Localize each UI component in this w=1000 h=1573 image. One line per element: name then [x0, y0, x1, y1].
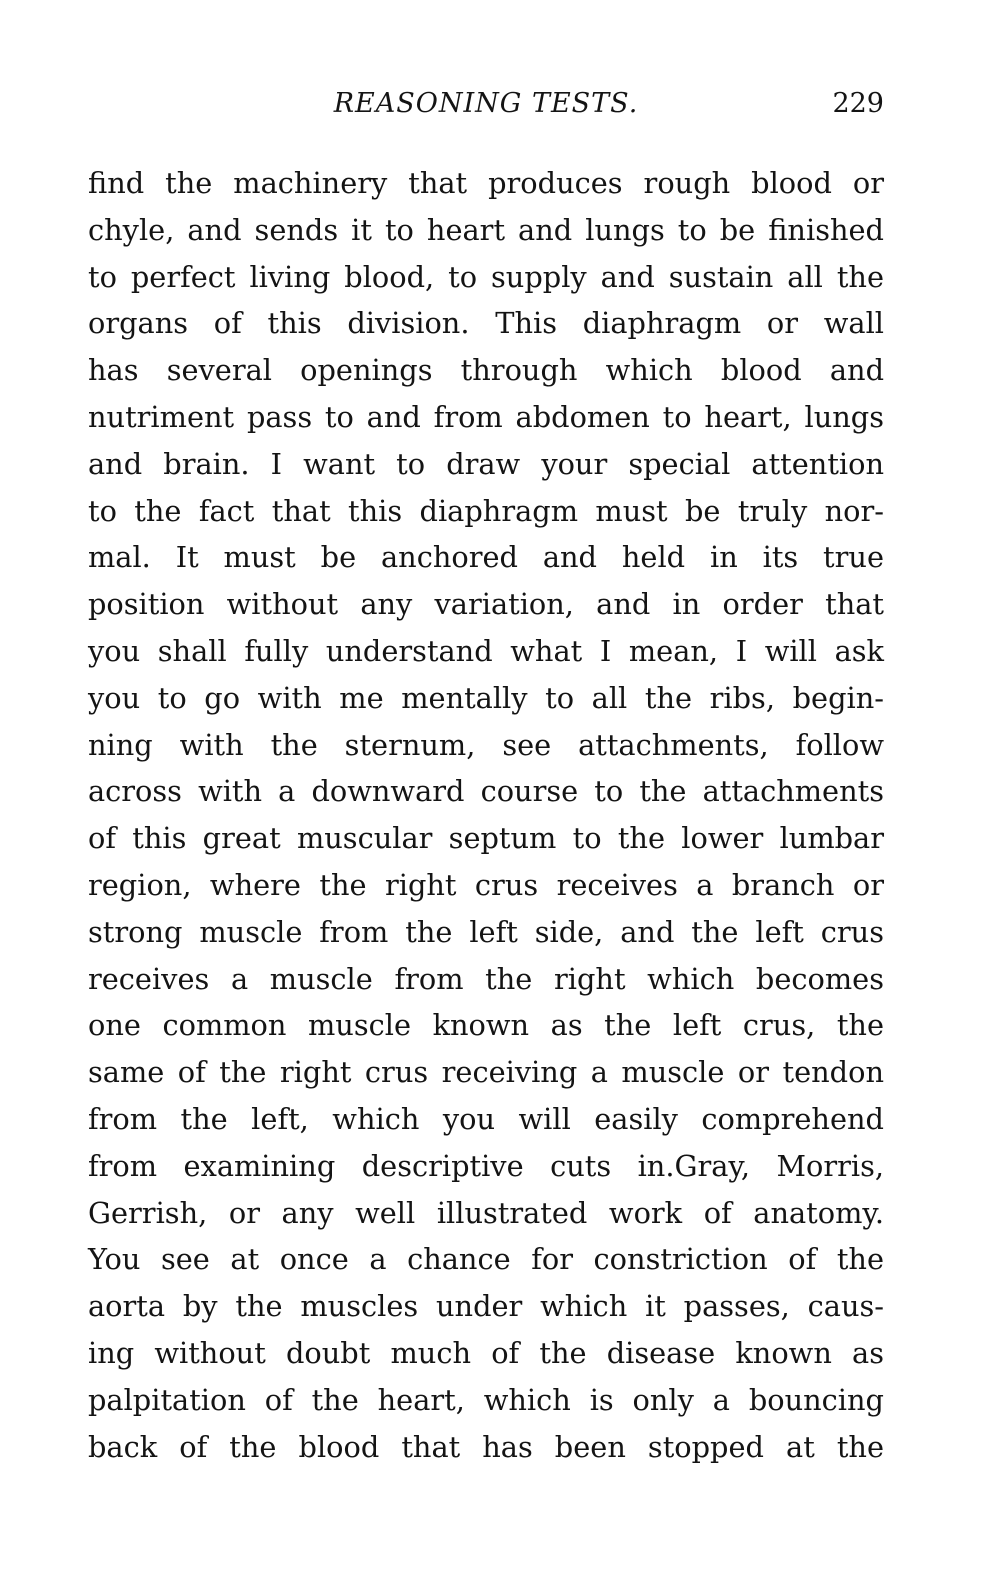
- text-line-20: same of the right crus receiving a muscle or tendon: [88, 1055, 884, 1090]
- text-line-4: organs of this division. This diaphragm or wall: [88, 306, 884, 341]
- text-line-2: chyle, and sends it to heart and lungs to be finished: [88, 212, 884, 247]
- text-line-27: palpitation of the heart, which is only a bouncing: [88, 1382, 884, 1417]
- running-title: REASONING TESTS.: [333, 88, 639, 119]
- text-line-26: ing without doubt much of the disease known as: [88, 1335, 884, 1370]
- text-line-8: to the fact that this diaphragm must be truly nor-: [88, 493, 884, 528]
- text-line-14: across with a downward course to the attachments: [88, 774, 884, 809]
- running-head: [88, 86, 884, 126]
- text-line-6: nutriment pass to and from abdomen to heart, lungs: [88, 399, 884, 434]
- text-line-13: ning with the sternum, see attachments, follow: [88, 727, 884, 762]
- text-line-11: you shall fully understand what I mean, I will ask: [88, 633, 884, 668]
- text-line-28: back of the blood that has been stopped at the: [88, 1429, 884, 1464]
- text-line-10: position without any variation, and in order that: [88, 587, 884, 622]
- text-line-9: mal. It must be anchored and held in its true: [88, 540, 884, 575]
- text-line-25: aorta by the muscles under which it passes, caus-: [88, 1289, 884, 1324]
- text-line-12: you to go with me mentally to all the ribs, begin-: [88, 680, 884, 715]
- text-line-16: region, where the right crus receives a branch or: [88, 867, 884, 902]
- text-line-3: to perfect living blood, to supply and sustain all the: [88, 259, 884, 294]
- text-line-1: find the machinery that produces rough blood or: [88, 166, 884, 200]
- page-number: 229: [832, 88, 884, 119]
- text-line-18: receives a muscle from the right which becomes: [88, 961, 884, 996]
- text-line-7: and brain. I want to draw your special attention: [88, 446, 884, 481]
- text-line-21: from the left, which you will easily comprehend: [88, 1101, 884, 1136]
- text-line-24: You see at once a chance for constriction of the: [88, 1242, 884, 1277]
- text-line-17: strong muscle from the left side, and the left crus: [88, 914, 884, 949]
- body-text: [88, 160, 884, 1470]
- text-line-5: has several openings through which blood and: [88, 353, 884, 388]
- text-line-19: one common muscle known as the left crus, the: [88, 1008, 884, 1043]
- text-line-23: Gerrish, or any well illustrated work of anatomy.: [88, 1195, 884, 1230]
- text-line-15: of this great muscular septum to the lower lumbar: [88, 821, 884, 856]
- text-line-22: from examining descriptive cuts in.Gray, Morris,: [88, 1148, 884, 1183]
